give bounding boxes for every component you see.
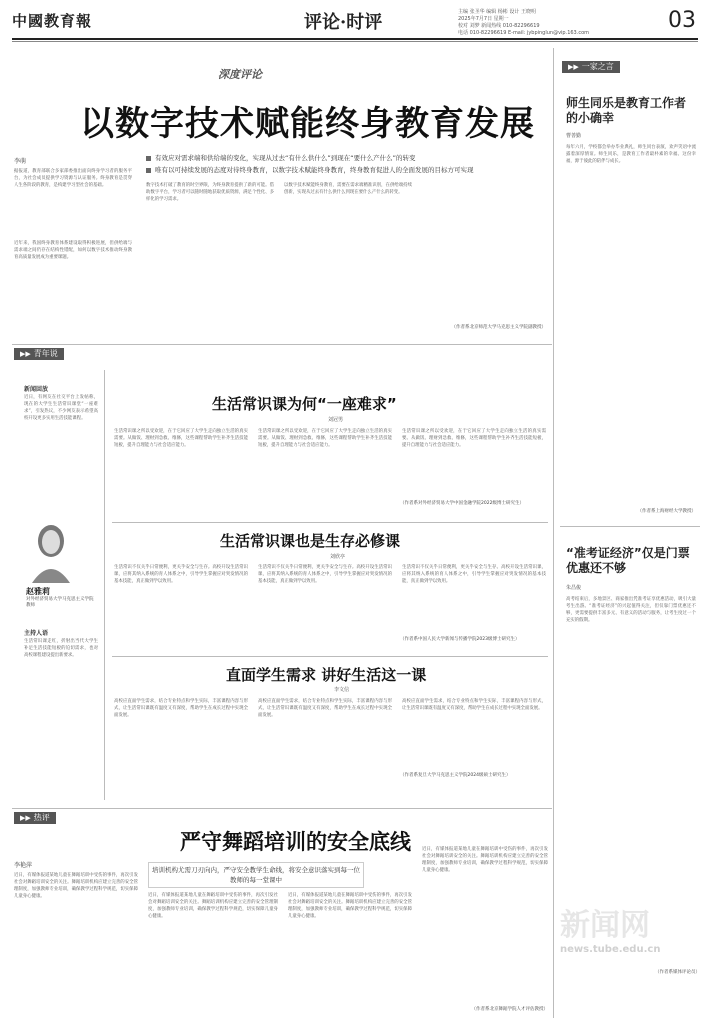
sidebar-two-body: 高考结束后，多地景区、商家推出凭准考证享优惠活动，吸引大量考生出游。“准考证经济”的兴起值得关注，但仅靠门票优惠还不够，更需要提供丰富多元、有意义的活动与服务，让考生度过一个充实的假期。 [566, 597, 696, 623]
lead-body-col-2: 数字技术打破了教育的时空界限，为终身教育提供了新的可能。借助数字平台，学习者可以随时随地获取优质资源，满足个性化、多样化的学习需求。 [146, 183, 274, 202]
lead-bullets: 有效应对需求端和供给端的变化，实现从过去“有什么供什么”到现在“要什么产什么”的转变 唯有以可持续发展的态度对待终身教育，以数字技术赋能终身教育，终身教育促进人的全面发展的目标方可实现 [146, 154, 536, 175]
article-rule [112, 522, 548, 523]
left-column-divider [104, 370, 105, 800]
bullet-square-icon [146, 156, 151, 161]
article-four-source: （作者系复旦大学马克思主义学院2024级硕士研究生） [400, 773, 511, 778]
watermark-url: news.tube.edu.cn [560, 944, 661, 955]
news-recap-heading: 新闻回放 [24, 386, 49, 393]
lead-author: 李萌 [14, 158, 27, 165]
article-two-author: 刘冠男 [328, 417, 344, 423]
article-two-body-3: 生活常识课之所以受欢迎，在于它回应了大学生走向独立生活的真实需要。从做饭、理财到急救、维修，这些课程帮助学生补齐生活技能短板，提升自理能力与社会适应能力。 [402, 429, 546, 448]
article-three-title: 生活常识课也是生存必修课 [220, 532, 401, 550]
article-two-source: （作者系对外经济贸易大学中国金融学院2022级博士研究生） [400, 501, 524, 506]
article-two-body-2: 生活常识课之所以受欢迎，在于它回应了大学生走向独立生活的真实需要。从做饭、理财到急救、维修，这些课程帮助学生补齐生活技能短板，提升自理能力与社会适应能力。 [258, 429, 392, 448]
sidebar-one-author: 曹善勤 [566, 133, 582, 139]
page-number: 03 [668, 8, 696, 33]
host-heading: 主持人语 [24, 630, 49, 637]
lead-body-col-1: 据报道，教育部联合多家部委推出面向终身学习者的服务平台，为社会成员提供学习资源与认证服务。终身教育是贯穿人生各阶段的教育，是构建学习型社会的基础。 [14, 169, 132, 188]
article-three-body-2: 生活常识不仅关乎日常便利，更关乎安全与生存。高校开设生活常识课，应将其纳入系统的育人体系之中，引导学生掌握应对突发情况的基本技能，真正做到学以致用。 [258, 565, 392, 584]
sidebar-one-source: （作者系上海财经大学教授） [637, 509, 696, 514]
hotspot-title: 严守舞蹈培训的安全底线 [180, 830, 411, 854]
article-three-author: 刘欣亭 [330, 554, 346, 560]
hotspot-body-3: 近日，有媒体报道某地儿童在舞蹈培训中受伤的事件，再次引发社会对舞蹈培训安全的关注。舞蹈培训机构应建立完善的安全管理制度，加强教师专业培训，确保教学过程科学规范，切实保障儿童身心健康。 [288, 893, 412, 919]
hotspot-section-tag: ▶▶ 热评 [14, 812, 56, 824]
lead-kicker: 深度评论 [218, 68, 262, 81]
hotspot-author: 李艳萍 [14, 862, 33, 869]
article-four-body-3: 高校应直面学生需求，结合专业特点和学生实际，丰富课程内容与形式，让生活常识课既有温度又有深度，帮助学生在成长过程中实现全面发展。 [402, 699, 546, 711]
double-arrow-icon: ▶▶ [20, 814, 31, 822]
section-rule [12, 344, 552, 345]
hotspot-body-2: 近日，有媒体报道某地儿童在舞蹈培训中受伤的事件，再次引发社会对舞蹈培训安全的关注。舞蹈培训机构应建立完善的安全管理制度，加强教师专业培训，确保教学过程科学规范，切实保障儿童身心健康。 [148, 893, 278, 919]
lead-body-col-1b: 近年来，我国终身教育体系建设取得积极进展，但供给端与需求端之间仍存在结构性错配，如何以数字技术推动终身教育高质量发展成为重要课题。 [14, 241, 132, 260]
article-three-body-1: 生活常识不仅关乎日常便利，更关乎安全与生存。高校开设生活常识课，应将其纳入系统的育人体系之中，引导学生掌握应对突发情况的基本技能，真正做到学以致用。 [114, 565, 248, 584]
section-rule [12, 808, 552, 809]
article-two-title: 生活常识课为何“一座难求” [212, 395, 397, 413]
hotspot-lead: 培训机构尤需刀刃向内，严守安全教学生命线，将安全意识落实到每一位教师的每一堂课中 [148, 862, 364, 888]
double-arrow-icon: ▶▶ [20, 350, 31, 358]
section-name: 评论·时评 [304, 12, 383, 33]
sidebar-one-tag: ▶▶ 一家之言 [562, 61, 620, 73]
header-rule [12, 38, 698, 40]
article-four-author: 李文信 [334, 687, 350, 693]
article-rule [112, 656, 548, 657]
news-recap-text: 近日，有网友在社交平台上发帖称，现在的大学生生活常识课堂“一座难求”，引发热议，不少网友表示希望高校开设更多实用生活技能课程。 [24, 395, 98, 421]
article-three-source: （作者系中国人民大学新闻与传播学院2023级博士研究生） [400, 637, 520, 642]
article-four-title: 直面学生需求 讲好生活这一课 [226, 666, 427, 684]
watermark [560, 900, 700, 1010]
article-four-body-2: 高校应直面学生需求，结合专业特点和学生实际，丰富课程内容与形式，让生活常识课既有温度又有深度，帮助学生在成长过程中实现全面发展。 [258, 699, 392, 718]
double-arrow-icon: ▶▶ [568, 63, 579, 71]
paper-name: 中國教育報 [12, 12, 93, 30]
article-three-body-3: 生活常识不仅关乎日常便利，更关乎安全与生存。高校开设生活常识课，应将其纳入系统的育人体系之中，引导学生掌握应对突发情况的基本技能，真正做到学以致用。 [402, 565, 546, 584]
sidebar-one-title: 师生同乐是教育工作者的小确幸 [566, 96, 687, 125]
hotspot-body-1: 近日，有媒体报道某地儿童在舞蹈培训中受伤的事件，再次引发社会对舞蹈培训安全的关注。舞蹈培训机构应建立完善的安全管理制度，加强教师专业培训，确保教学过程科学规范，切实保障儿童身心健康。 [14, 873, 138, 899]
hotspot-source: （作者系北京舞蹈学院人才评估教授） [471, 1007, 548, 1012]
host-text: 生活常识课走红，折射出当代大学生补足生活技能短板的迫切需求，也对高校课程建设提出新要求。 [24, 639, 98, 658]
sidebar-two-author: 朱昌俊 [566, 585, 582, 591]
youth-section-tag: ▶▶ 青年说 [14, 348, 64, 360]
article-two-body-1: 生活常识课之所以受欢迎，在于它回应了大学生走向独立生活的真实需要。从做饭、理财到急救、维修，这些课程帮助学生补齐生活技能短板，提升自理能力与社会适应能力。 [114, 429, 248, 448]
sidebar-two-source: （作者系媒体评论员） [655, 970, 700, 975]
bullet-square-icon [146, 168, 151, 173]
sidebar-two-title: “准考证经济”仅是门票优惠还不够 [566, 546, 690, 575]
lead-body-col-3: 以数字技术赋能终身教育，需要在需求端精准识别，在供给端持续创新，实现从过去有什么供什么到现在要什么产什么的转变。 [284, 183, 412, 195]
lead-source: （作者系北京师范大学马克思主义学院副教授） [451, 325, 546, 330]
hotspot-body-4: 近日，有媒体报道某地儿童在舞蹈培训中受伤的事件，再次引发社会对舞蹈培训安全的关注。舞蹈培训机构应建立完善的安全管理制度，加强教师专业培训，确保教学过程科学规范，切实保障儿童身心健康。 [422, 847, 548, 873]
article-four-body-1: 高校应直面学生需求，结合专业特点和学生实际，丰富课程内容与形式，让生活常识课既有温度又有深度，帮助学生在成长过程中实现全面发展。 [114, 699, 248, 718]
column-divider [553, 48, 554, 1018]
lead-title: 以数字技术赋能终身教育发展 [80, 104, 535, 144]
header-meta: 主编 张圣华 编辑 杨彬 设计 王晓明 2025年7月7日 星期一 校对 刘梦 新闻热线 010-82296619 电话 010-82296619 E-mail: jybpinglun@vip.163.com [458, 9, 590, 36]
sidebar-one-body: 每年六月，学校都会举办毕业典礼，师生同台表演，欢声笑语中流露着深厚情谊。师生同乐，是教育工作者最朴素的幸福。这份幸福，源于彼此的陪伴与成长。 [566, 145, 696, 164]
author-description: 对外经济贸易大学马克思主义学院教师 [26, 597, 94, 608]
author-name: 赵雅莉 [26, 587, 50, 596]
masthead [0, 0, 706, 40]
header-rule-thin [12, 41, 698, 42]
watermark-text: 新闻网 [560, 908, 650, 943]
sidebar-rule [560, 526, 700, 527]
author-portrait [26, 515, 76, 583]
